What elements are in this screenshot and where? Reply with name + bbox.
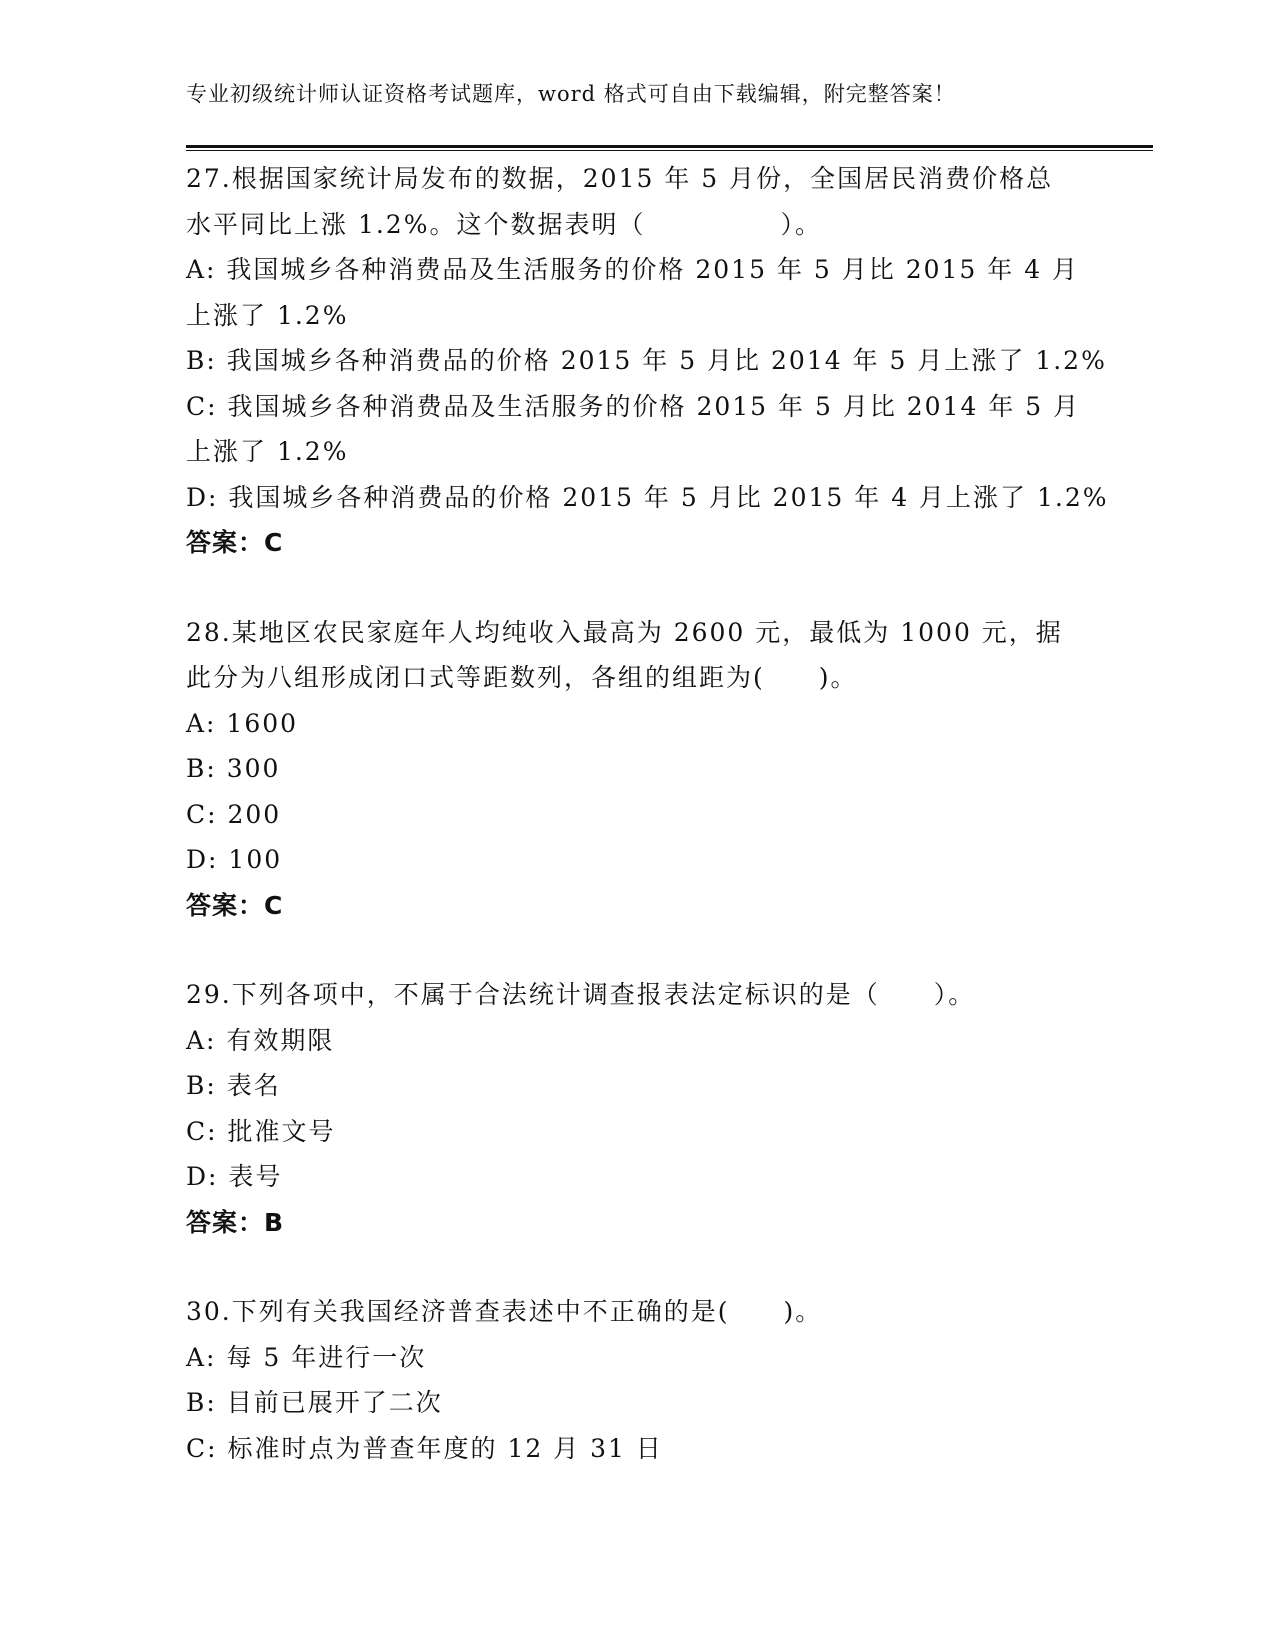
answer-label: 答案：C bbox=[186, 890, 284, 920]
question-stem-line: 27.根据国家统计局发布的数据，2015 年 5 月份，全国居民消费价格总 bbox=[186, 164, 1054, 193]
option-a: A: 有效期限 bbox=[186, 1025, 335, 1055]
option-d: D: 100 bbox=[186, 845, 283, 874]
spacer bbox=[186, 1245, 1086, 1289]
question-stem-line: 30.下列有关我国经济普查表述中不正确的是( )。 bbox=[186, 1297, 823, 1326]
question-stem-line: 水平同比上涨 1.2%。这个数据表明（ ）。 bbox=[186, 209, 822, 239]
question-list bbox=[186, 156, 1109, 1471]
question-stem-line: 28.某地区农民家庭年人均纯收入最高为 2600 元，最低为 1000 元，据 bbox=[186, 617, 1063, 647]
question-28 bbox=[186, 610, 1086, 929]
spacer bbox=[186, 928, 1086, 972]
option-c: C: 我国城乡各种消费品及生活服务的价格 2015 年 5 月比 2014 年 5 月 bbox=[186, 391, 1081, 421]
question-stem-line: 29.下列各项中，不属于合法统计调查报表法定标识的是（ ）。 bbox=[186, 980, 976, 1009]
option-c: C: 批准文号 bbox=[186, 1116, 336, 1146]
option-b: B: 目前已展开了二次 bbox=[186, 1388, 443, 1417]
question-stem-line: 此分为八组形成闭口式等距数列，各组的组距为( )。 bbox=[186, 663, 858, 692]
option-b: B: 表名 bbox=[186, 1071, 281, 1100]
option-d: D: 表号 bbox=[186, 1162, 283, 1191]
answer-label: 答案：B bbox=[186, 1207, 285, 1237]
option-c: C: 标准时点为普查年度的 12 月 31 日 bbox=[186, 1433, 663, 1463]
option-d: D: 我国城乡各种消费品的价格 2015 年 5 月比 2015 年 4 月上涨了 1.2% bbox=[186, 482, 1109, 512]
option-a: A: 每 5 年进行一次 bbox=[186, 1342, 427, 1372]
page-header: 专业初级统计师认证资格考试题库，word 格式可自由下载编辑，附完整答案！ bbox=[186, 82, 956, 106]
option-a: A: 1600 bbox=[186, 708, 299, 738]
option-b: B: 我国城乡各种消费品的价格 2015 年 5 月比 2014 年 5 月上涨了 1.2% bbox=[186, 346, 1107, 375]
option-a: A: 我国城乡各种消费品及生活服务的价格 2015 年 5 月比 2015 年 4 月 bbox=[186, 255, 1080, 284]
header-rule-thick bbox=[186, 145, 1153, 148]
question-29 bbox=[186, 972, 1086, 1245]
question-27 bbox=[186, 156, 1109, 566]
spacer bbox=[186, 566, 1086, 610]
option-b: B: 300 bbox=[186, 754, 281, 783]
question-30 bbox=[186, 1289, 1086, 1471]
option-a-cont: 上涨了 1.2% bbox=[186, 300, 349, 330]
answer-label: 答案：C bbox=[186, 528, 284, 557]
option-c: C: 200 bbox=[186, 799, 282, 829]
option-c-cont: 上涨了 1.2% bbox=[186, 437, 349, 466]
header-rule-thin bbox=[186, 150, 1153, 151]
